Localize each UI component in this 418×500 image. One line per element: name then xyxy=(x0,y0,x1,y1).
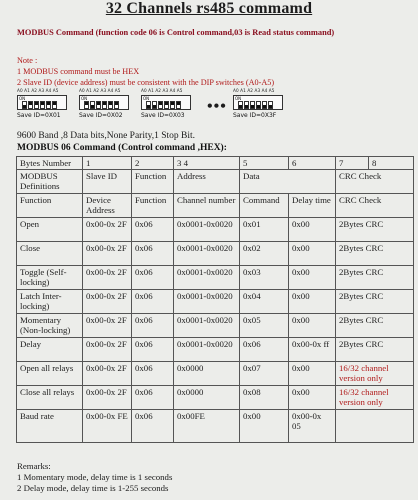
cell-delay-time: 0x00 xyxy=(289,266,336,290)
dip-switch-0x01 xyxy=(17,88,75,124)
table-row xyxy=(17,314,414,338)
cell-crc xyxy=(336,410,414,443)
cell-byte-8: 8 xyxy=(369,157,414,170)
table-row xyxy=(17,410,414,443)
page-title: 32 Channels rs485 commamd xyxy=(105,0,313,17)
dip-switch-0x03 xyxy=(141,88,199,124)
cell-device-address: 0x00-0x 2F xyxy=(83,290,132,314)
cell-col-channel: Channel number xyxy=(174,194,240,218)
cell-col-delay: Delay time xyxy=(289,194,336,218)
dip-keys xyxy=(22,101,57,109)
cell-crc: 2Bytes CRC xyxy=(336,314,414,338)
cell-delay-time: 0x00 xyxy=(289,362,336,386)
dip-on-label: ON xyxy=(19,96,26,101)
dip-caption: Save ID=0X03 xyxy=(141,112,185,119)
dip-on-label: ON xyxy=(235,96,242,101)
table-row-definitions xyxy=(17,170,414,194)
table-row xyxy=(17,290,414,314)
cell-def-data: Data xyxy=(240,170,336,194)
cell-delay-time: 0x00 xyxy=(289,386,336,410)
cell-crc: 2Bytes CRC xyxy=(336,290,414,314)
dip-switch-0x3f xyxy=(233,88,291,124)
cell-function-code: 0x06 xyxy=(132,386,174,410)
dip-switch-0x02 xyxy=(79,88,137,124)
table-row-columns xyxy=(17,194,414,218)
cell-delay-time: 0x00-0x 05 xyxy=(289,410,336,443)
table-row-bytes xyxy=(17,157,414,170)
cell-function-code: 0x06 xyxy=(132,362,174,386)
cell-channel-number: 0x0001-0x0020 xyxy=(174,266,240,290)
cell-byte-7: 7 xyxy=(336,157,369,170)
table-body xyxy=(17,218,414,443)
table-row xyxy=(17,242,414,266)
serial-settings: 9600 Band ,8 Data bits,None Parity,1 Stop Bit. xyxy=(17,131,196,141)
dip-keys xyxy=(238,101,273,109)
cell-channel-number: 0x0001-0x0020 xyxy=(174,314,240,338)
dip-pin-labels: A0 A1 A2 A3 A4 A5 xyxy=(233,88,275,93)
cell-def-crc: CRC Check xyxy=(336,170,414,194)
cell-device-address: 0x00-0x 2F xyxy=(83,218,132,242)
remarks-item: 1 Momentary mode, delay time is 1 seconds xyxy=(17,472,173,482)
cell-col-device: Device Address xyxy=(83,194,132,218)
dip-switch-examples xyxy=(17,88,417,124)
cell-command: 0x05 xyxy=(240,314,289,338)
cell-crc: 2Bytes CRC xyxy=(336,242,414,266)
cell-col-function: Function xyxy=(132,194,174,218)
cell-function-code: 0x06 xyxy=(132,266,174,290)
cell-function-label: Momentary (Non-locking) xyxy=(17,314,83,338)
cell-col-label: Function xyxy=(17,194,83,218)
cell-command: 0x07 xyxy=(240,362,289,386)
cell-delay-time: 0x00 xyxy=(289,242,336,266)
cell-function-label: Latch Inter-locking) xyxy=(17,290,83,314)
cell-device-address: 0x00-0x 2F xyxy=(83,338,132,362)
modbus-command-heading: MODBUS Command (function code 06 is Control command,03 is Read status command) xyxy=(17,28,335,37)
cell-delay-time: 0x00 xyxy=(289,218,336,242)
cell-function-label: Open all relays xyxy=(17,362,83,386)
cell-definitions-label: MODBUS Definitions xyxy=(17,170,83,194)
cell-crc: 2Bytes CRC xyxy=(336,218,414,242)
cell-command: 0x00 xyxy=(240,410,289,443)
cell-device-address: 0x00-0x 2F xyxy=(83,362,132,386)
note-item: 2 Slave ID (device address) must be consistent with the DIP switches (A0-A5) xyxy=(17,78,275,87)
cell-channel-number: 0x0000 xyxy=(174,386,240,410)
cell-function-label: Open xyxy=(17,218,83,242)
dip-caption: Save ID=0X3F xyxy=(233,112,277,119)
cell-device-address: 0x00-0x 2F xyxy=(83,242,132,266)
dip-switch-body xyxy=(233,95,283,110)
dip-pin-labels: A0 A1 A2 A3 A4 A5 xyxy=(17,88,59,93)
cell-delay-time: 0x00 xyxy=(289,290,336,314)
cell-def-address: Address xyxy=(174,170,240,194)
cell-command: 0x02 xyxy=(240,242,289,266)
cell-function-label: Close xyxy=(17,242,83,266)
table-row xyxy=(17,362,414,386)
cell-col-command: Command xyxy=(240,194,289,218)
cell-bytes-label: Bytes Number xyxy=(17,157,83,170)
cell-crc: 16/32 channel version only xyxy=(336,362,414,386)
cell-command: 0x08 xyxy=(240,386,289,410)
dip-switch-body xyxy=(141,95,191,110)
cell-byte-6: 6 xyxy=(289,157,336,170)
cell-function-label: Toggle (Self-locking) xyxy=(17,266,83,290)
table-row xyxy=(17,338,414,362)
cell-crc: 16/32 channel version only xyxy=(336,386,414,410)
cell-command: 0x04 xyxy=(240,290,289,314)
dip-caption: Save ID=0X01 xyxy=(17,112,61,119)
dip-keys xyxy=(84,101,119,109)
cell-channel-number: 0x0001-0x0020 xyxy=(174,242,240,266)
cell-command: 0x01 xyxy=(240,218,289,242)
cell-device-address: 0x00-0x 2F xyxy=(83,314,132,338)
dip-keys xyxy=(146,101,181,109)
modbus-command-table xyxy=(16,156,414,443)
dip-pin-labels: A0 A1 A2 A3 A4 A5 xyxy=(141,88,183,93)
dip-switch-body xyxy=(79,95,129,110)
dip-switch-body xyxy=(17,95,67,110)
cell-function-code: 0x06 xyxy=(132,338,174,362)
dip-caption: Save ID=0X02 xyxy=(79,112,123,119)
table-row xyxy=(17,266,414,290)
cell-byte-3-4: 3 4 xyxy=(174,157,240,170)
cell-function-label: Delay xyxy=(17,338,83,362)
cell-channel-number: 0x0000 xyxy=(174,362,240,386)
cell-crc: 2Bytes CRC xyxy=(336,338,414,362)
dip-on-label: ON xyxy=(81,96,88,101)
table-row xyxy=(17,218,414,242)
remarks-item: 2 Delay mode, delay time is 1-255 seconds xyxy=(17,483,169,493)
dip-on-label: ON xyxy=(143,96,150,101)
cell-function-code: 0x06 xyxy=(132,410,174,443)
cell-crc: 2Bytes CRC xyxy=(336,266,414,290)
table-row xyxy=(17,386,414,410)
note-block xyxy=(17,55,412,88)
remarks-heading: Remarks: xyxy=(17,461,51,471)
remarks-block xyxy=(17,461,172,494)
cell-function-label: Close all relays xyxy=(17,386,83,410)
cell-byte-2: 2 xyxy=(132,157,174,170)
dip-pin-labels: A0 A1 A2 A3 A4 A5 xyxy=(79,88,121,93)
cell-function-label: Baud rate xyxy=(17,410,83,443)
cell-byte-5: 5 xyxy=(240,157,289,170)
cell-function-code: 0x06 xyxy=(132,314,174,338)
cell-device-address: 0x00-0x 2F xyxy=(83,386,132,410)
cell-channel-number: 0x0001-0x0020 xyxy=(174,290,240,314)
cell-channel-number: 0x00FE xyxy=(174,410,240,443)
cell-device-address: 0x00-0x FE xyxy=(83,410,132,443)
cell-function-code: 0x06 xyxy=(132,218,174,242)
cell-delay-time: 0x00 xyxy=(289,314,336,338)
note-item: 1 MODBUS command must be HEX xyxy=(17,67,140,76)
cell-def-function: Function xyxy=(132,170,174,194)
cell-byte-1: 1 xyxy=(83,157,132,170)
cell-col-crc: CRC Check xyxy=(336,194,414,218)
cell-device-address: 0x00-0x 2F xyxy=(83,266,132,290)
cell-command: 0x06 xyxy=(240,338,289,362)
cell-function-code: 0x06 xyxy=(132,290,174,314)
cell-def-slave: Slave ID xyxy=(83,170,132,194)
cell-channel-number: 0x0001-0x0020 xyxy=(174,218,240,242)
note-heading: Note : xyxy=(17,56,38,65)
cell-channel-number: 0x0001-0x0020 xyxy=(174,338,240,362)
dip-ellipsis: ••• xyxy=(207,98,227,115)
table-title: MODBUS 06 Command (Control command ,HEX): xyxy=(17,143,227,153)
cell-delay-time: 0x00-0x ff xyxy=(289,338,336,362)
cell-command: 0x03 xyxy=(240,266,289,290)
cell-function-code: 0x06 xyxy=(132,242,174,266)
